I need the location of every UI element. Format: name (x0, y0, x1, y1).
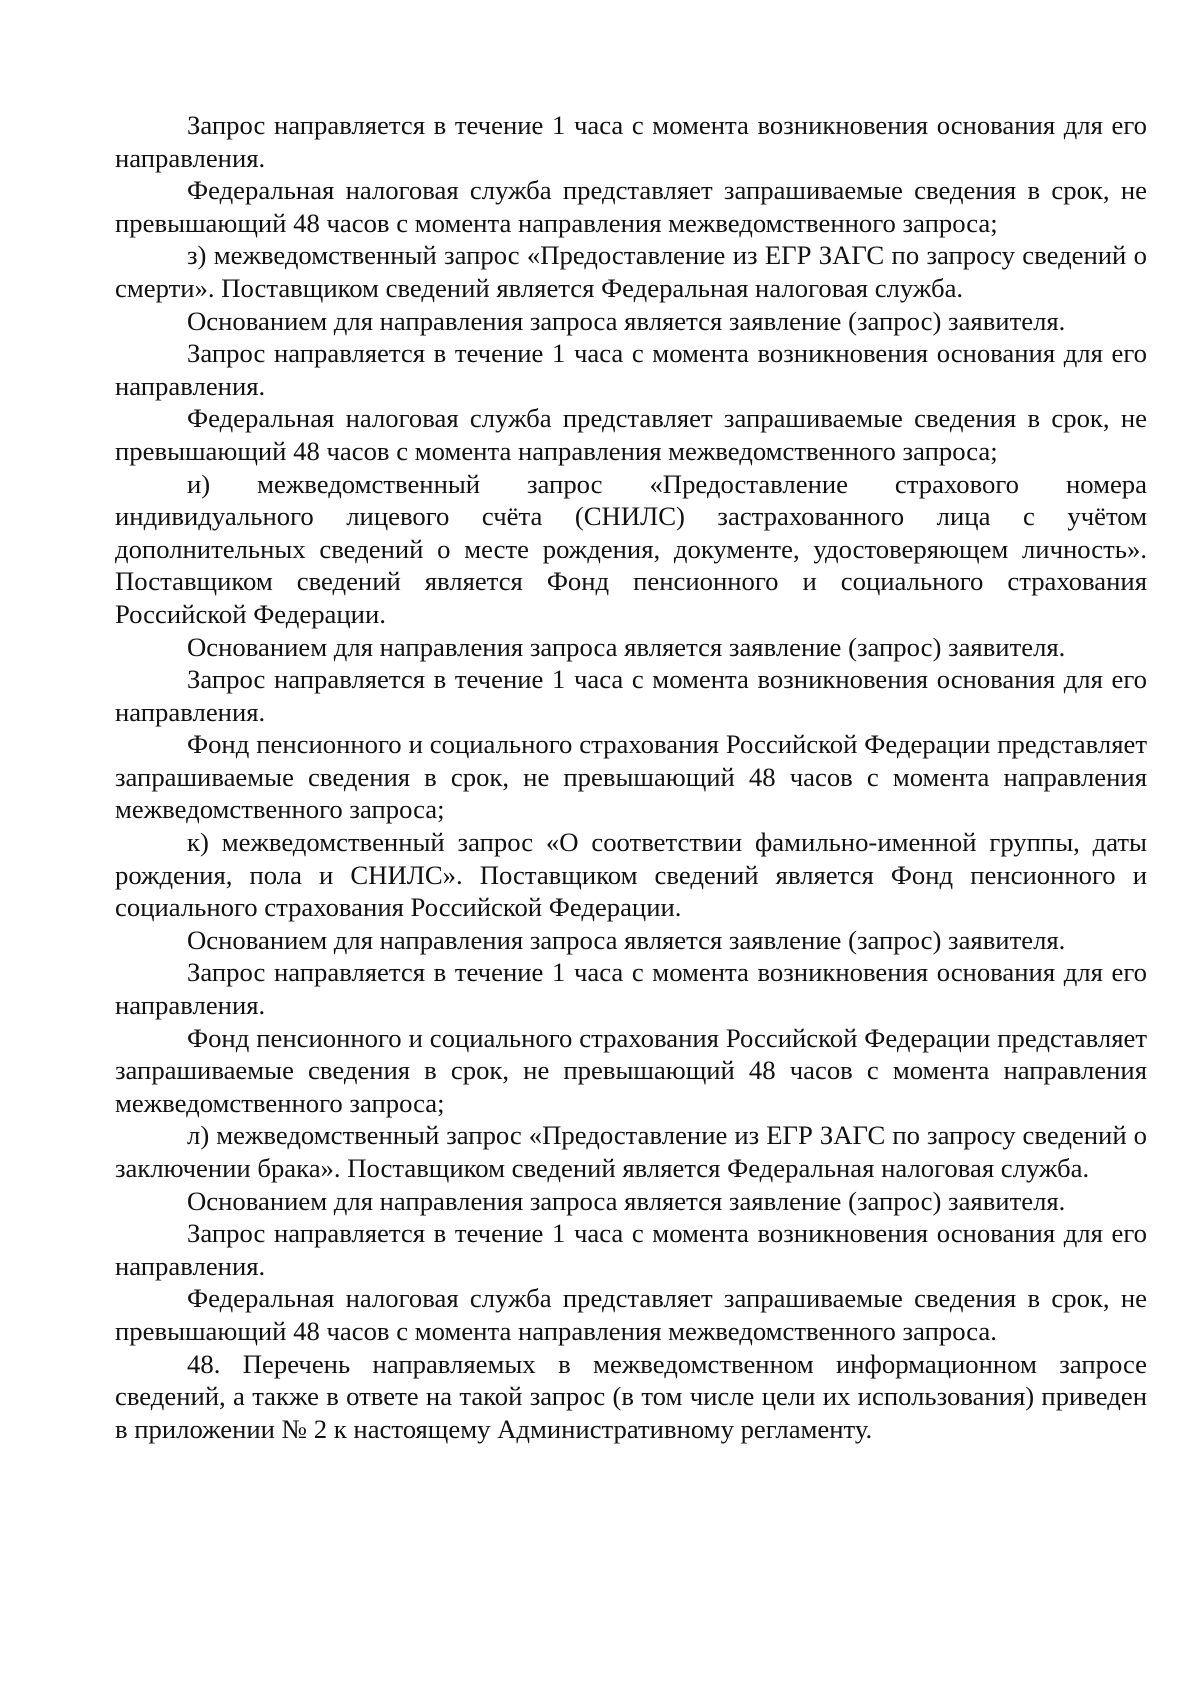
paragraph-fns-response-term: Федеральная налоговая служба представляет запрашиваемые сведения в срок, не превышающий 48 часов с момента направления межведомственного запроса; (115, 403, 1147, 466)
paragraph-request-timing: Запрос направляется в течение 1 часа с момента возникновения основания для его направления. (115, 1218, 1147, 1281)
paragraph-request-basis: Основанием для направления запроса является заявление (запрос) заявителя. (187, 924, 1066, 955)
paragraph-sfr-response-term: Фонд пенсионного и социального страхования Российской Федерации представляет запрашиваемые сведения в срок, не превышающий 48 часов с момента направления межведомственного запроса; (115, 1022, 1147, 1118)
paragraph-request-timing: Запрос направляется в течение 1 часа с момента возникновения основания для его направления. (115, 338, 1147, 401)
paragraph-request-timing: Запрос направляется в течение 1 часа с момента возникновения основания для его направления. (115, 957, 1147, 1021)
paragraph-fns-response-term: Федеральная налоговая служба представляет запрашиваемые сведения в срок, не превышающий 48 часов с момента направления межведомственного запроса. (115, 1283, 1147, 1346)
document-page (115, 109, 1147, 1445)
paragraph-item-z-death-info-request: з) межведомственный запрос «Предоставление из ЕГР ЗАГС по запросу сведений о смерти». Поставщиком сведений является Федеральная налоговая служба. (115, 240, 1147, 303)
paragraph-fns-response-term: Федеральная налоговая служба представляет запрашиваемые сведения в срок, не превышающий 48 часов с момента направления межведомственного запроса; (115, 175, 1147, 238)
paragraph-request-basis: Основанием для направления запроса является заявление (запрос) заявителя. (187, 631, 1066, 662)
paragraph-request-basis: Основанием для направления запроса является заявление (запрос) заявителя. (187, 1185, 1066, 1216)
paragraph-item-k-snils-match-request: к) межведомственный запрос «О соответствии фамильно-именной группы, даты рождения, пола и СНИЛС». Поставщиком сведений является Фонд пенсионного и социального страхования Российской Федерации. (115, 827, 1147, 923)
paragraph-request-timing: Запрос направляется в течение 1 часа с момента возникновения основания для его направления. (115, 110, 1147, 173)
paragraph-item-i-snils-request: и) межведомственный запрос «Предоставление страхового номера индивидуального лицевого счёта (СНИЛС) застрахованного лица с учётом дополнительных сведений о месте рождения, документе, удостоверяющем личность». Поставщиком сведений является Фонд пенсионного и социального страхования Российской Федерации. (115, 468, 1147, 629)
paragraph-request-basis: Основанием для направления запроса является заявление (запрос) заявителя. (187, 305, 1066, 336)
paragraph-sfr-response-term: Фонд пенсионного и социального страхования Российской Федерации представляет запрашиваемые сведения в срок, не превышающий 48 часов с момента направления межведомственного запроса; (115, 729, 1147, 825)
paragraph-request-timing: Запрос направляется в течение 1 часа с момента возникновения основания для его направления. (115, 664, 1147, 727)
paragraph-clause-48: 48. Перечень направляемых в межведомственном информационном запросе сведений, а также в ответе на такой запрос (в том числе цели их использования) приведен в приложении № 2 к настоящему Административному регламенту. (115, 1348, 1147, 1444)
paragraph-item-l-marriage-info-request: л) межведомственный запрос «Предоставление из ЕГР ЗАГС по запросу сведений о заключении брака». Поставщиком сведений является Федеральная налоговая служба. (115, 1120, 1147, 1183)
